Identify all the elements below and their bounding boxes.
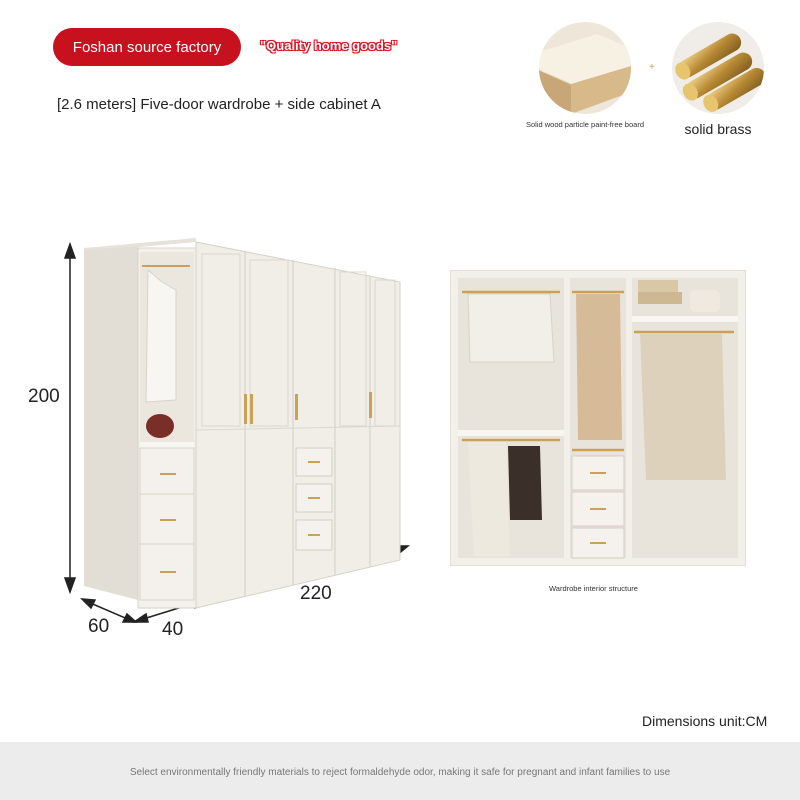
- wardrobe-exterior-illustration: [0, 230, 420, 650]
- interior-caption: Wardrobe interior structure: [549, 584, 638, 593]
- wardrobe-interior-illustration: [450, 270, 746, 566]
- brass-rods-icon: [672, 22, 764, 114]
- material-brass: [668, 22, 768, 137]
- factory-badge: [53, 28, 241, 66]
- board-sample-icon: [539, 22, 631, 114]
- depth-side-dimension: 40: [162, 619, 184, 640]
- material-brass-label: solid brass: [684, 121, 752, 137]
- slogan-text: "Quality home goods": [260, 38, 398, 53]
- footer-text: Select environmentally friendly materials to reject formaldehyde odor, making it safe for pregnant and infant families to use: [129, 767, 671, 778]
- depth-main-dimension: 60: [88, 616, 110, 637]
- plus-icon: +: [649, 62, 655, 73]
- product-title: [2.6 meters] Five-door wardrobe + side cabinet A: [57, 96, 381, 113]
- height-dimension: 200: [28, 386, 60, 407]
- dimensions-unit-label: Dimensions unit:CM: [642, 713, 768, 729]
- material-board: [520, 22, 650, 129]
- factory-badge-label: Foshan source factory: [72, 38, 222, 56]
- width-dimension: 220: [300, 583, 332, 604]
- material-board-label: Solid wood particle paint-free board: [526, 120, 644, 129]
